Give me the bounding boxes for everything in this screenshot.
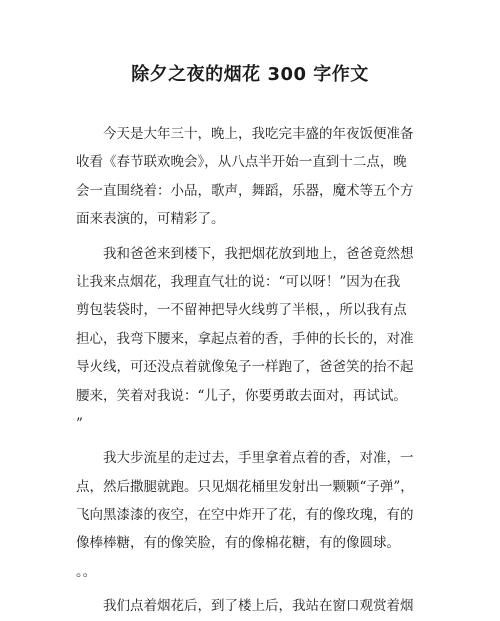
paragraph-line: 飞向黑漆漆的夜空，在空中炸开了花，有的像玫瑰，有的	[76, 507, 414, 524]
document-body	[76, 120, 424, 621]
paragraph-line: 担心，我弯下腰来，拿起点着的香，手伸的长长的，对准	[76, 330, 414, 347]
paragraph-line: 面来表演的，可精彩了。	[76, 211, 225, 228]
paragraph-1	[76, 120, 424, 234]
paragraph-line: 点，然后撒腿就跑。只见烟花桶里发射出一颗颗“子弹”，	[76, 478, 414, 495]
paragraph-line: ”	[76, 415, 83, 432]
paragraph-3	[76, 444, 424, 586]
paragraph-line: 腰来，笑着对我说：“儿子，你要勇敢去面对，再试试。	[76, 387, 407, 404]
paragraph-2	[76, 240, 424, 439]
paragraph-line: 收看《春节联欢晚会》，从八点半开始一直到十二点，晚	[76, 154, 407, 171]
paragraph-line: 我们点着烟花后，到了楼上后，我站在窗口观赏着烟	[76, 598, 414, 615]
paragraph-line: 我和爸爸来到楼下，我把烟花放到地上，爸爸竟然想	[76, 245, 414, 262]
paragraph-line: 我大步流星的走过去，手里拿着点着的香，对准，一	[76, 450, 414, 467]
document-title: 除夕之夜的烟花 300 字作文	[131, 64, 369, 85]
paragraph-line: 像棒棒糖，有的像笑脸，有的像棉花糖，有的像圆球。	[76, 535, 400, 552]
paragraph-line: 会一直围绕着：小品，歌声，舞蹈，乐器，魔术等五个方	[76, 182, 414, 199]
paragraph-line: 今天是大年三十，晚上，我吃完丰盛的年夜饭便准备	[76, 126, 414, 142]
paragraph-line: 剪包装袋时，一不留神把导火线剪了半根，，所以我有点	[76, 302, 407, 319]
paragraph-line: 。。	[76, 563, 97, 580]
paragraph-line: 让我来点烟花，我理直气壮的说：“可以呀！”因为在我	[76, 273, 401, 290]
paragraph-4	[76, 592, 424, 620]
paragraph-line: 导火线，可还没点着就像兔子一样跑了，爸爸笑的抬不起	[76, 359, 414, 376]
